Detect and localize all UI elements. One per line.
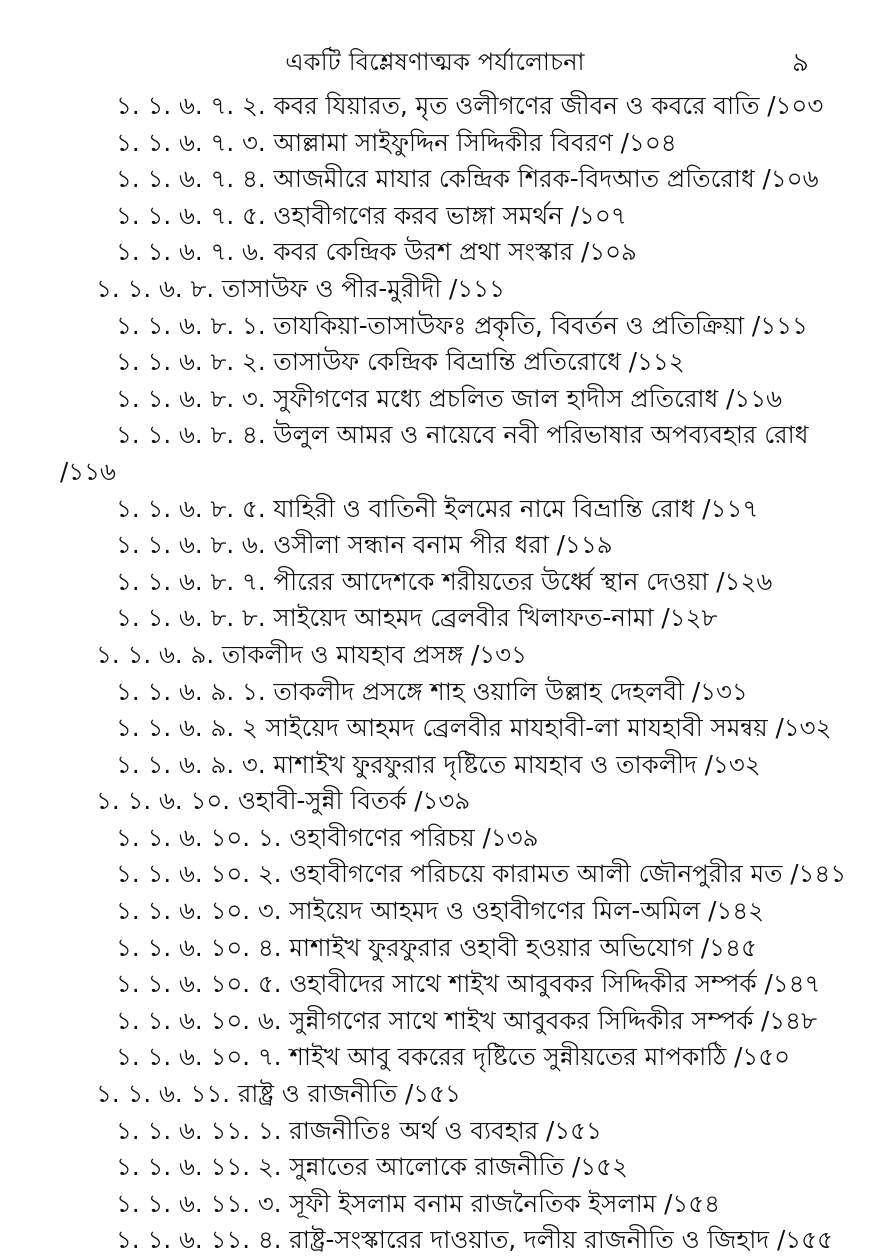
toc-entry: ১. ১. ৬. ৮. ৭. পীরের আদেশকে শরীয়তের উর্ধ্বে স্থান দেওয়া /১২৬ [116, 566, 773, 596]
toc-entry: ১. ১. ৬. ১০. ৪. মাশাইখ ফুরফুরার ওহাবী হওয়ার অভিযোগ /১৪৫ [116, 932, 757, 962]
table-of-contents [0, 88, 870, 1259]
toc-entry: ১. ১. ৬. ৮. ২. তাসাউফ কেন্দ্রিক বিভ্রান্তি প্রতিরোধে /১১২ [116, 347, 685, 377]
toc-entry: ১. ১. ৬. ৮. ১. তাযকিয়া-তাসাউফঃ প্রকৃতি, বিবর্তন ও প্রতিক্রিয়া /১১১ [116, 310, 808, 340]
toc-entry: ১. ১. ৬. ১১. ৪. রাষ্ট্র-সংস্কারের দাওয়াত, দলীয় রাজনীতি ও জিহাদ /১৫৫ [116, 1225, 833, 1255]
toc-entry: ১. ১. ৬. ৮. ৫. যাহিরী ও বাতিনী ইলমের নামে বিভ্রান্তি রোধ /১১৭ [116, 493, 759, 523]
toc-entry: ১. ১. ৬. ৮. ৩. সুফীগণের মধ্যে প্রচলিত জাল হাদীস প্রতিরোধ /১১৬ [116, 383, 783, 413]
toc-entry: ১. ১. ৬. ১১. ৩. সূফী ইসলাম বনাম রাজনৈতিক ইসলাম /১৫৪ [116, 1188, 721, 1218]
toc-entry: ১. ১. ৬. ১০. ওহাবী-সুন্নী বিতর্ক /১৩৯ [96, 786, 471, 816]
running-header-title: একটি বিশ্লেষণাত্মক পর্যালোচনা [285, 48, 585, 76]
toc-entry: ১. ১. ৬. ১০. ৭. শাইখ আবু বকরের দৃষ্টিতে সুন্নীয়তের মাপকাঠি /১৫০ [116, 1042, 791, 1072]
toc-entry: ১. ১. ৬. ৯. ২ সাইয়েদ আহমদ ব্রেলবীর মাযহাবী-লা মাযহাবী সমন্বয় /১৩২ [116, 713, 832, 743]
toc-entry: ১. ১. ৬. ৭. ৩. আল্লামা সাইফুদ্দিন সিদ্দিকীর বিবরণ /১০৪ [116, 127, 677, 157]
toc-entry: /১১৬ [60, 456, 116, 486]
toc-entry: ১. ১. ৬. ৮. তাসাউফ ও পীর-মুরীদী /১১১ [96, 273, 505, 303]
toc-entry: ১. ১. ৬. ৯. তাকলীদ ও মাযহাব প্রসঙ্গ /১৩১ [96, 639, 528, 669]
toc-entry: ১. ১. ৬. ১১. ২. সুন্নাতের আলোকে রাজনীতি /১৫২ [116, 1152, 628, 1182]
toc-entry: ১. ১. ৬. ১০. ৬. সুন্নীগণের সাথে শাইখ আবুবকর সিদ্দিকীর সম্পর্ক /১৪৮ [116, 1005, 817, 1035]
toc-entry: ১. ১. ৬. ৭. ২. কবর যিয়ারত, মৃত ওলীগণের জীবন ও কবরে বাতি /১০৩ [116, 91, 824, 120]
toc-entry: ১. ১. ৬. ৯. ৩. মাশাইখ ফুরফুরার দৃষ্টিতে মাযহাব ও তাকলীদ /১৩২ [116, 749, 761, 779]
toc-entry: ১. ১. ৬. ৯. ১. তাকলীদ প্রসঙ্গে শাহ ওয়ালি উল্লাহ দেহলবী /১৩১ [116, 676, 748, 706]
toc-entry: ১. ১. ৬. ৮. ৬. ওসীলা সন্ধান বনাম পীর ধরা /১১৯ [116, 530, 613, 560]
toc-entry: ১. ১. ৬. ১০. ১. ওহাবীগণের পরিচয় /১৩৯ [116, 822, 539, 852]
toc-entry: ১. ১. ৬. ১১. ১. রাজনীতিঃ অর্থ ও ব্যবহার /১৫১ [116, 1115, 602, 1145]
toc-entry: ১. ১. ৬. ১০. ৩. সাইয়েদ আহমদ ও ওহাবীগণের মিল-অমিল /১৪২ [116, 896, 765, 926]
toc-entry: ১. ১. ৬. ৮. ৮. সাইয়েদ আহমদ ব্রেলবীর খিলাফত-নামা /১২৮ [116, 603, 718, 633]
toc-entry: ১. ১. ৬. ১০. ২. ওহাবীগণের পরিচয়ে কারামত আলী জৌনপুরীর মত /১৪১ [116, 859, 847, 889]
toc-entry: ১. ১. ৬. ৭. ৫. ওহাবীগণের করব ভাঙ্গা সমর্থন /১০৭ [116, 200, 627, 230]
page-number: ৯ [792, 48, 809, 78]
toc-entry: ১. ১. ৬. ৭. ৬. কবর কেন্দ্রিক উরশ প্রথা সংস্কার /১০৯ [116, 237, 637, 267]
toc-entry: ১. ১. ৬. ৮. ৪. উলুল আমর ও নায়েবে নবী পরিভাষার অপব্যবহার রোধ [116, 420, 809, 450]
toc-entry: ১. ১. ৬. ১০. ৫. ওহাবীদের সাথে শাইখ আবুবকর সিদ্দিকীর সম্পর্ক /১৪৭ [116, 969, 821, 999]
toc-entry: ১. ১. ৬. ৭. ৪. আজমীরে মাযার কেন্দ্রিক শিরক-বিদআত প্রতিরোধ /১০৬ [116, 164, 819, 194]
toc-entry: ১. ১. ৬. ১১. রাষ্ট্র ও রাজনীতি /১৫১ [96, 1079, 461, 1109]
